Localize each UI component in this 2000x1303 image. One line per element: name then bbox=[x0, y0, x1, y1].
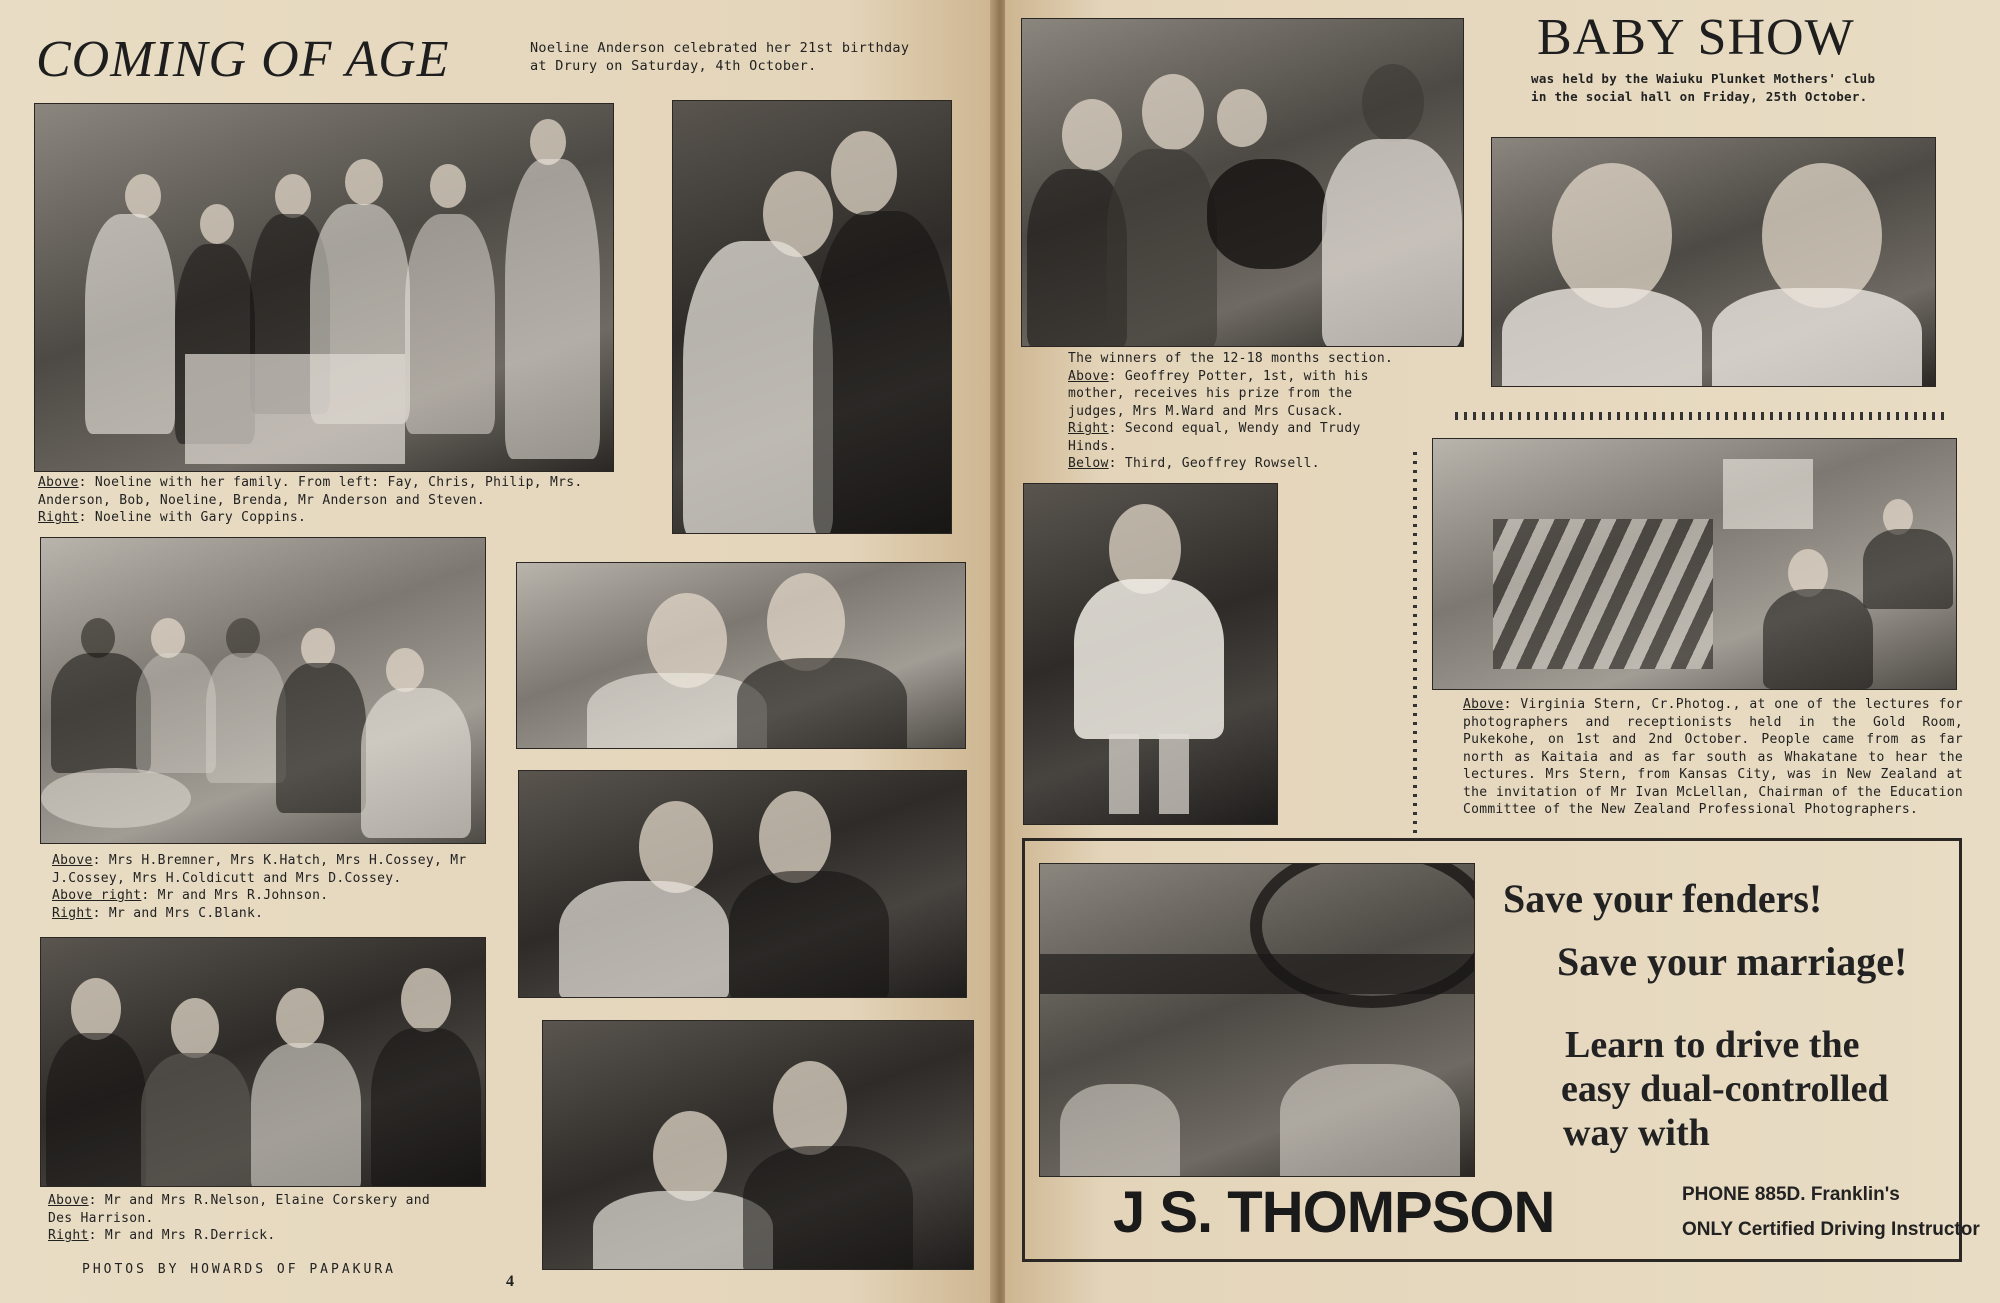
photo-nelson-group bbox=[40, 937, 486, 1187]
label-above: Above bbox=[52, 853, 93, 868]
photo-hinds-twins bbox=[1491, 137, 1936, 387]
caption-johnson-text: : Mr and Mrs R.Johnson. bbox=[141, 888, 329, 903]
driving-instructor-ad bbox=[1022, 838, 1980, 1262]
caption-family bbox=[38, 474, 598, 527]
caption-cossey bbox=[52, 852, 492, 922]
coming-of-age-title: COMING OF AGE bbox=[36, 31, 450, 88]
ad-body-line1: Learn to drive the bbox=[1565, 1024, 1860, 1066]
caption-winners bbox=[1068, 350, 1416, 473]
caption-blank-text: : Mr and Mrs C.Blank. bbox=[92, 905, 264, 921]
label-above: Above bbox=[1068, 368, 1109, 384]
decorative-divider-vertical bbox=[1413, 452, 1417, 837]
label-above-right: Above right bbox=[52, 888, 142, 903]
ad-phone: PHONE 885D. Franklin's bbox=[1682, 1184, 1900, 1205]
photo-blank-couple bbox=[518, 770, 967, 998]
photo-credit: PHOTOS BY HOWARDS OF PAPAKURA bbox=[82, 1262, 396, 1277]
caption-hinds-text: : Second equal, Wendy and Trudy Hinds. bbox=[1068, 421, 1361, 454]
label-above: Above bbox=[38, 475, 79, 490]
photo-derrick-couple bbox=[542, 1020, 974, 1270]
photo-anderson-family bbox=[34, 103, 614, 472]
label-right: Right bbox=[52, 905, 93, 921]
coming-of-age-intro: Noeline Anderson celebrated her 21st birthday at Drury on Saturday, 4th October. bbox=[530, 40, 910, 74]
ad-headline-marriage: Save your marriage! bbox=[1557, 939, 1908, 984]
caption-derrick-text: : Mr and Mrs R.Derrick. bbox=[88, 1228, 276, 1243]
label-above: Above bbox=[1463, 697, 1504, 712]
caption-lecture bbox=[1463, 696, 1963, 819]
caption-stern-text: : Virginia Stern, Cr.Photog., at one of the lectures for photographers and receptionists held in the Gold Room, Pukekohe, on 1st and 2nd October. People came from as far north as Kaitaia and as far south as Whakatane to hear the lectures. Mrs Stern, from Kansas City, was in New Zealand at the invitation of Mr Ivan McLellan, Chairman of the Education Committee of the New Zealand Professional Photographers. bbox=[1463, 697, 1963, 817]
label-right: Right bbox=[48, 1228, 89, 1243]
caption-family-text: : Noeline with her family. From left: Fay, Chris, Philip, Mrs. Anderson, Bob, Noeline, Brenda, Mr Anderson and Steven. bbox=[38, 475, 583, 508]
label-below: Below bbox=[1068, 456, 1109, 471]
label-right: Right bbox=[1068, 421, 1109, 436]
baby-show-title: BABY SHOW bbox=[1537, 9, 1855, 66]
ad-body-line3: way with bbox=[1563, 1112, 1710, 1154]
caption-potter-text: : Geoffrey Potter, 1st, with his mother, receives his prize from the judges, Mrs M.Ward and Mrs Cusack. bbox=[1068, 368, 1369, 419]
photo-cossey-group bbox=[40, 537, 486, 844]
photo-rowsell bbox=[1023, 483, 1278, 825]
label-above: Above bbox=[48, 1193, 89, 1208]
ad-tagline: ONLY Certified Driving Instructor bbox=[1682, 1219, 1980, 1240]
caption-nelson-text: : Mr and Mrs R.Nelson, Elaine Corskery and Des Harrison. bbox=[48, 1193, 430, 1226]
caption-cossey-text: : Mrs H.Bremner, Mrs K.Hatch, Mrs H.Cossey, Mr J.Cossey, Mrs H.Coldicutt and Mrs D.Cossey. bbox=[52, 853, 467, 886]
photo-johnson-couple bbox=[516, 562, 966, 749]
photo-car-dashboard bbox=[1039, 863, 1475, 1177]
label-right: Right bbox=[38, 510, 79, 525]
photo-lecture bbox=[1432, 438, 1957, 690]
ad-body-line2: easy dual-controlled bbox=[1561, 1068, 1889, 1110]
caption-nelson bbox=[48, 1192, 443, 1245]
baby-show-intro: was held by the Waiuku Plunket Mothers' club in the social hall on Friday, 25th October. bbox=[1531, 71, 1876, 104]
page-number: 4 bbox=[506, 1273, 514, 1290]
caption-winners-lead: The winners of the 12-18 months section. bbox=[1068, 351, 1394, 366]
photo-noeline-gary bbox=[672, 100, 952, 534]
caption-coppins-text: : Noeline with Gary Coppins. bbox=[78, 510, 307, 525]
ad-headline-fenders: Save your fenders! bbox=[1503, 876, 1823, 921]
photo-winner-judges bbox=[1021, 18, 1464, 347]
caption-rowsell-text: : Third, Geoffrey Rowsell. bbox=[1108, 456, 1320, 471]
decorative-divider-horizontal bbox=[1455, 412, 1950, 420]
ad-business-name: J S. THOMPSON bbox=[1113, 1180, 1555, 1245]
